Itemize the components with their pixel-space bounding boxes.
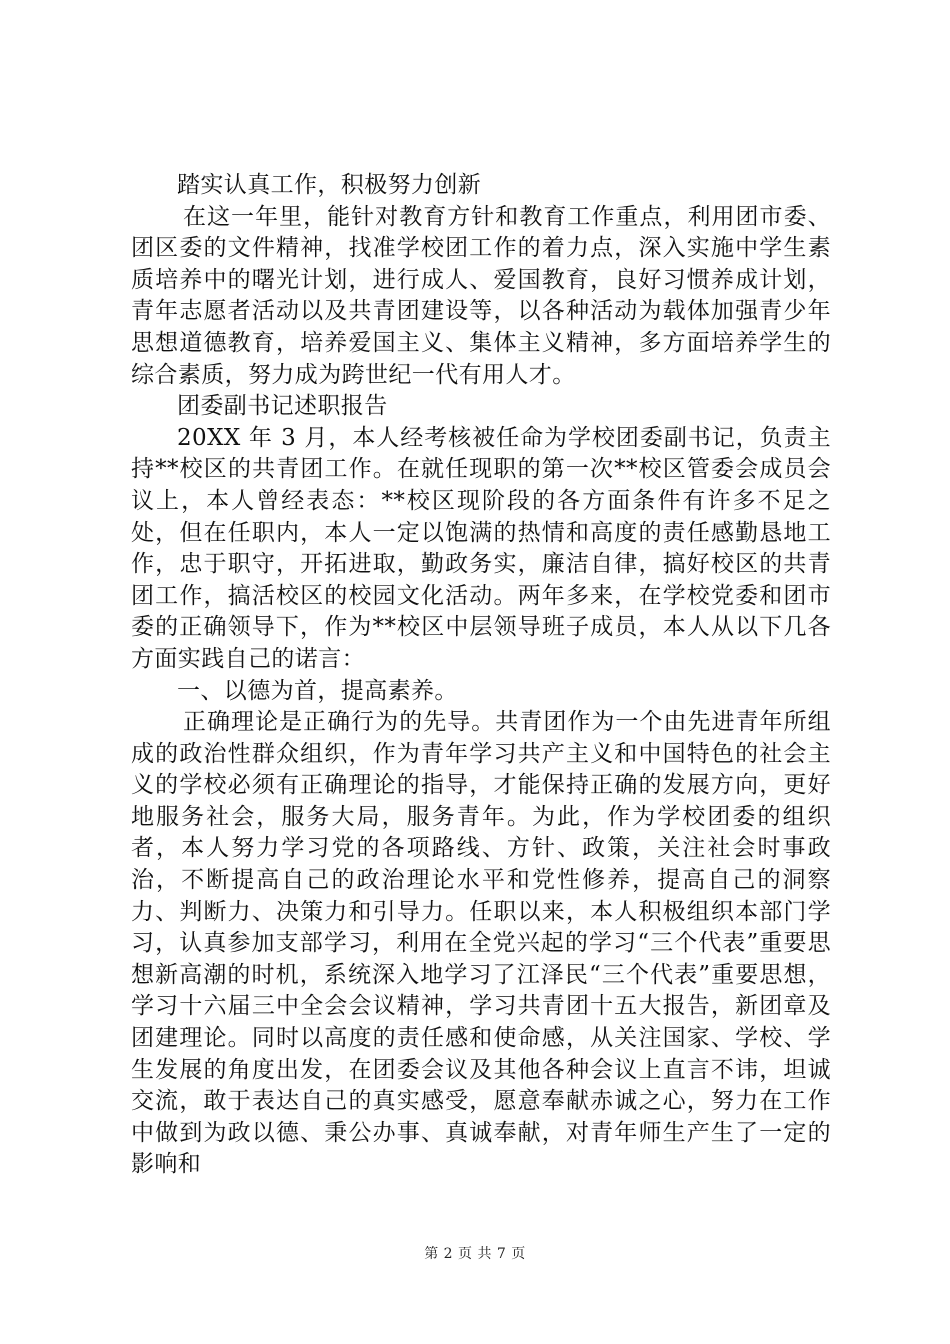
paragraph: 正确理论是正确行为的先导。共青团作为一个由先进青年所组成的政治性群众组织，作为青年学习共产主义和中国特色的社会主义的学校必须有正确理论的指导，才能保持正确的发展方向，更好地服务社会，服务大局，服务青年。为此，作为学校团委的组织者，本人努力学习党的各项路线、方针、政策，关注社会时事政治，不断提高自己的政治理论水平和党性修养，提高自己的洞察力、判断力、决策力和引导力。任职以来，本人积极组织本部门学习，认真参加支部学习，利用在全党兴起的学习“三个代表”重要思想新高潮的时机，系统深入地学习了江泽民“三个代表”重要思想，学习十六届三中全会会议精神，学习共青团十五大报告，新团章及团建理论。同时以高度的责任感和使命感，从关注国家、学校、学生发展的角度出发，在团委会议及其他各种会议上直言不讳，坦诚交流，敢于表达自己的真实感受，愿意奉献赤诚之心，努力在工作中做到为政以德、秉公办事、真诚奉献，对青年师生产生了一定的影响和: [131, 709, 831, 1178]
document-body: [131, 170, 831, 1181]
report-title: 团委副书记述职报告: [177, 393, 388, 420]
paragraph: 20XX 年 3 月，本人经考核被任命为学校团委副书记，负责主持**校区的共青团工作。在就任现职的第一次**校区管委会成员会议上，本人曾经表态：**校区现阶段的各方面条件有许多不足之处，但在任职内，本人一定以饱满的热情和高度的责任感勤恳地工作，忠于职守，开拓进取，勤政务实，廉洁自律，搞好校区的共青团工作，搞活校区的校园文化活动。两年多来，在学校党委和团市委的正确领导下，作为**校区中层领导班子成员，本人从以下几各方面实践自己的诺言：: [131, 424, 831, 672]
paragraph: 在这一年里，能针对教育方针和教育工作重点，利用团市委、团区委的文件精神，找准学校团工作的着力点，深入实施中学生素质培养中的曙光计划，进行成人、爱国教育，良好习惯养成计划，青年志愿者活动以及共青团建设等，以各种活动为载体加强青少年思想道德教育，培养爱国主义、集体主义精神，多方面培养学生的综合素质，努力成为跨世纪一代有用人才。: [131, 203, 831, 388]
section-heading: 一、以德为首，提高素养。: [177, 677, 458, 704]
page-number-footer: 第 2 页 共 7 页: [424, 1246, 526, 1262]
section-heading: 踏实认真工作，积极努力创新: [177, 172, 482, 198]
